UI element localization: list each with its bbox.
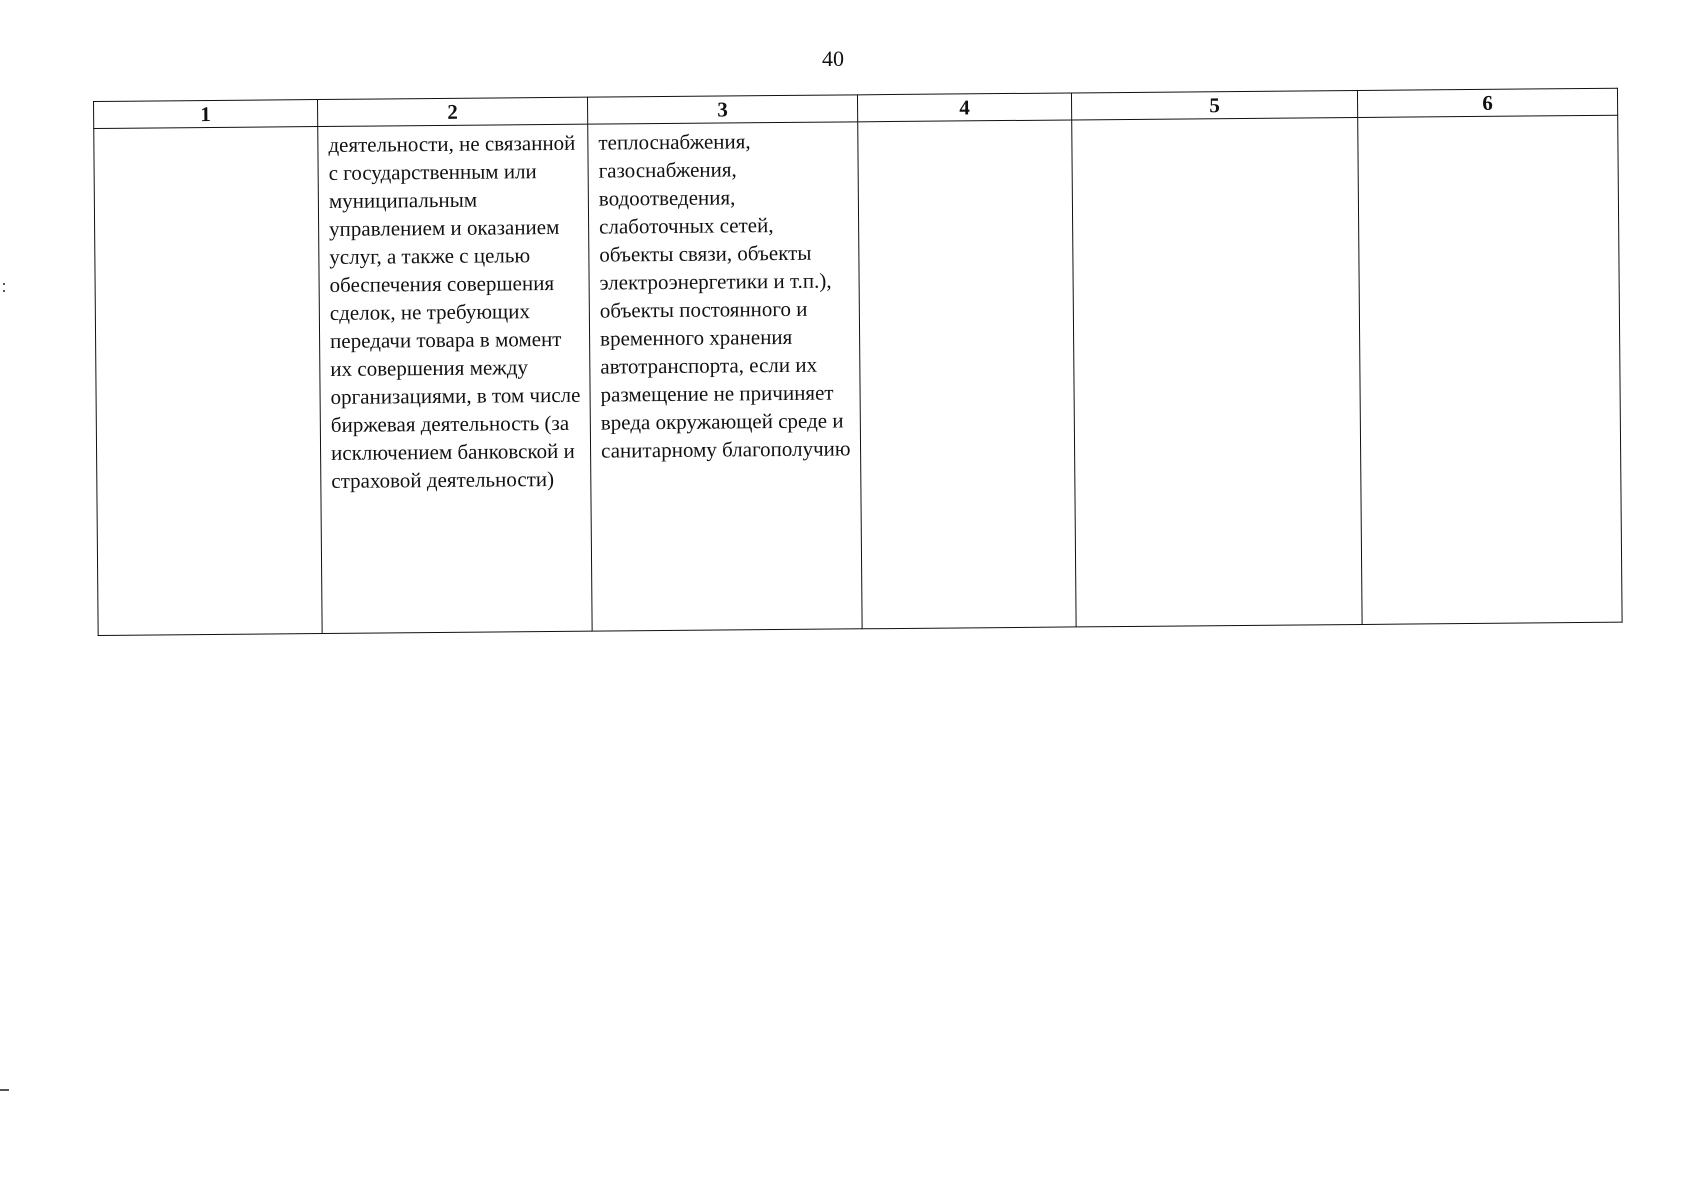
column-header-6: 6 <box>1357 88 1617 117</box>
table-container <box>93 88 1623 636</box>
scan-artifact-mark <box>0 1089 9 1091</box>
cell-col5 <box>1072 117 1362 626</box>
column-header-2: 2 <box>317 97 587 126</box>
column-header-4: 4 <box>857 93 1071 122</box>
column-header-1: 1 <box>94 100 318 129</box>
table-row <box>94 115 1622 635</box>
scan-artifact-dot <box>3 283 5 285</box>
cell-col4 <box>858 120 1076 629</box>
cell-col6 <box>1358 115 1622 624</box>
column-header-3: 3 <box>587 95 857 124</box>
continuation-table <box>93 88 1623 636</box>
scan-artifact-dot <box>3 290 5 292</box>
cell-col3: теплоснабжения, газоснабжения, водоотведения, слаботочных сетей, объекты связи, объекты электроэнергетики и т.п.), объекты постоянного и временного хранения автотранспорта, если их размещение не причиняет вреда окружающей среде и санитарному благополучию <box>588 122 862 631</box>
page-number: 40 <box>822 46 844 71</box>
column-header-5: 5 <box>1071 90 1357 119</box>
cell-col1 <box>94 127 322 636</box>
cell-col2: деятельности, не связанной с государственным или муниципальным управлением и оказанием услуг, а также с целью обеспечения совершения сделок, не требующих передачи товара в момент их совершения между организациями, в том числе биржевая деятельность (за исключением банковской и страховой деятельности) <box>318 124 592 633</box>
